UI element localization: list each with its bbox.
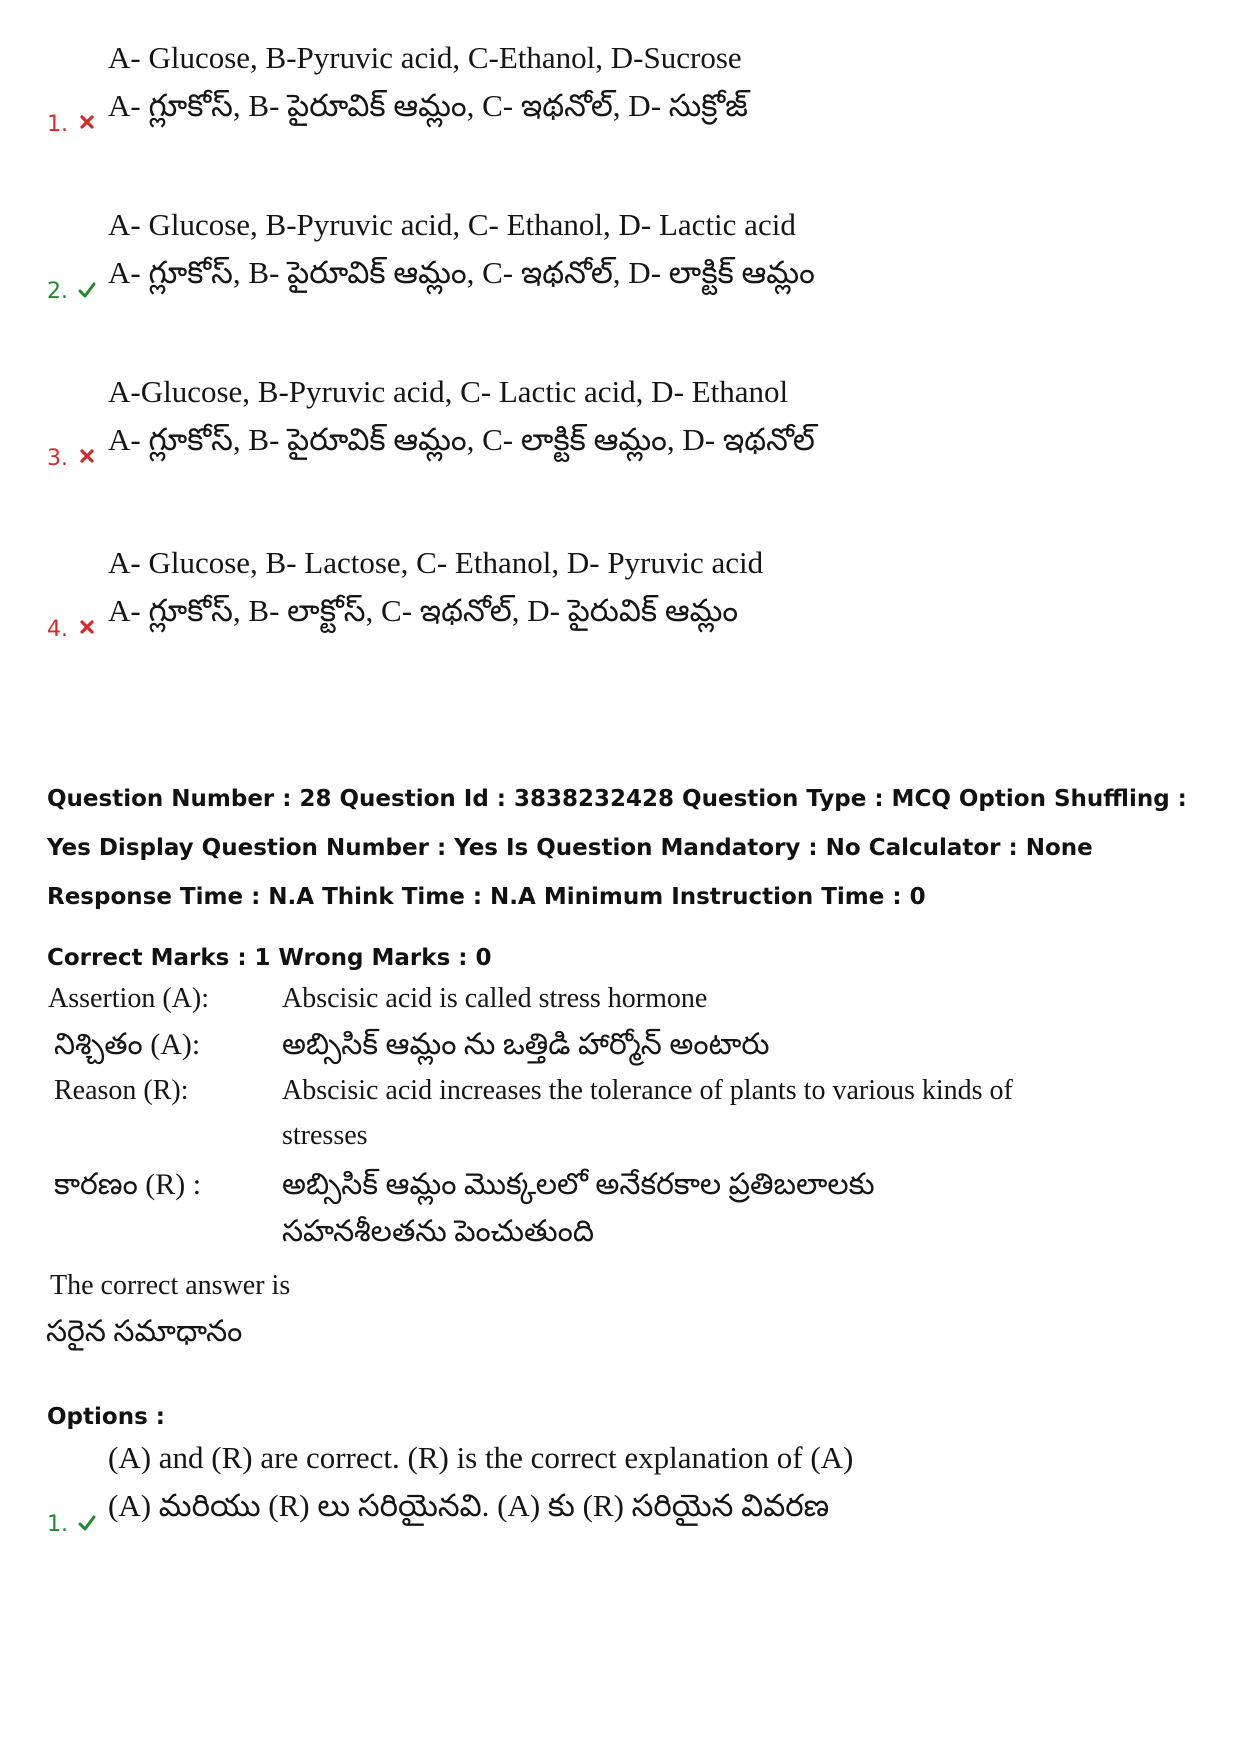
option-english: A- Glucose, B-Pyruvic acid, C-Ethanol, D-Sucrose: [108, 40, 742, 75]
reason-text-en-2: stresses: [282, 1120, 368, 1151]
option-number: 1.: [47, 1512, 68, 1537]
reason-text-te-2: సహనశీలతను పెంచుతుంది: [282, 1215, 595, 1248]
option-number: 4.: [47, 617, 68, 642]
option-number: 1.: [47, 112, 68, 137]
option-english: A- Glucose, B-Pyruvic acid, C- Ethanol, D- Lactic acid: [108, 207, 796, 242]
option-number: 2.: [47, 279, 68, 304]
assertion-label-te: నిశ్చితం (A):: [54, 1028, 201, 1061]
check-icon: [78, 1514, 96, 1532]
cross-icon: [78, 447, 96, 465]
assertion-label-en: Assertion (A):: [48, 983, 209, 1014]
reason-label-te: కారణం (R) :: [54, 1168, 202, 1201]
assertion-text-en: Abscisic acid is called stress hormone: [282, 983, 708, 1014]
option-telugu: A- గ్లూకోస్, B- పైరూవిక్ ఆమ్లం, C- ఇథనోల్, D- లాక్టిక్ ఆమ్లం: [108, 255, 815, 290]
option-telugu: (A) మరియు (R) లు సరియైనవి. (A) కు (R) సరియైన వివరణ: [108, 1488, 830, 1523]
option-telugu: A- గ్లూకోస్, B- పైరూవిక్ ఆమ్లం, C- లాక్టిక్ ఆమ్లం, D- ఇథనోల్: [108, 422, 815, 457]
check-icon: [78, 281, 96, 299]
marks-info: Correct Marks : 1 Wrong Marks : 0: [47, 945, 492, 971]
reason-text-te-1: అబ్సిసిక్ ఆమ్లం మొక్కలలో అనేకరకాల ప్రతిబలాలకు: [282, 1168, 875, 1201]
option-telugu: A- గ్లూకోస్, B- లాక్టోస్, C- ఇథనోల్, D- పైరువిక్ ఆమ్లం: [108, 593, 739, 628]
reason-text-en-1: Abscisic acid increases the tolerance of plants to various kinds of: [282, 1075, 1013, 1106]
option-telugu: A- గ్లూకోస్, B- పైరూవిక్ ఆమ్లం, C- ఇథనోల్, D- సుక్రోజ్: [108, 88, 748, 123]
option-english: A- Glucose, B- Lactose, C- Ethanol, D- Pyruvic acid: [108, 545, 764, 580]
options-label: Options :: [47, 1404, 165, 1430]
answer-prompt-te: సరైన సమాధానం: [46, 1315, 243, 1348]
cross-icon: [78, 113, 96, 131]
answer-prompt-en: The correct answer is: [50, 1270, 291, 1301]
option-number: 3.: [47, 446, 68, 471]
question-meta: Question Number : 28 Question Id : 3838232428 Question Type : MCQ Option Shuffling : Yes Display Question Number : Yes Is Question Mandatory : No Calculator : None Response Time : N.A Think Time : N.A Minimum Instruction Time : 0: [47, 786, 1187, 910]
reason-label-en: Reason (R):: [54, 1075, 189, 1106]
option-english: A-Glucose, B-Pyruvic acid, C- Lactic acid, D- Ethanol: [108, 374, 789, 409]
option-english: (A) and (R) are correct. (R) is the correct explanation of (A): [108, 1440, 854, 1475]
cross-icon: [78, 618, 96, 636]
assertion-text-te: అబ్సిసిక్ ఆమ్లం ను ఒత్తిడి హార్మోన్ అంటారు: [282, 1028, 770, 1061]
